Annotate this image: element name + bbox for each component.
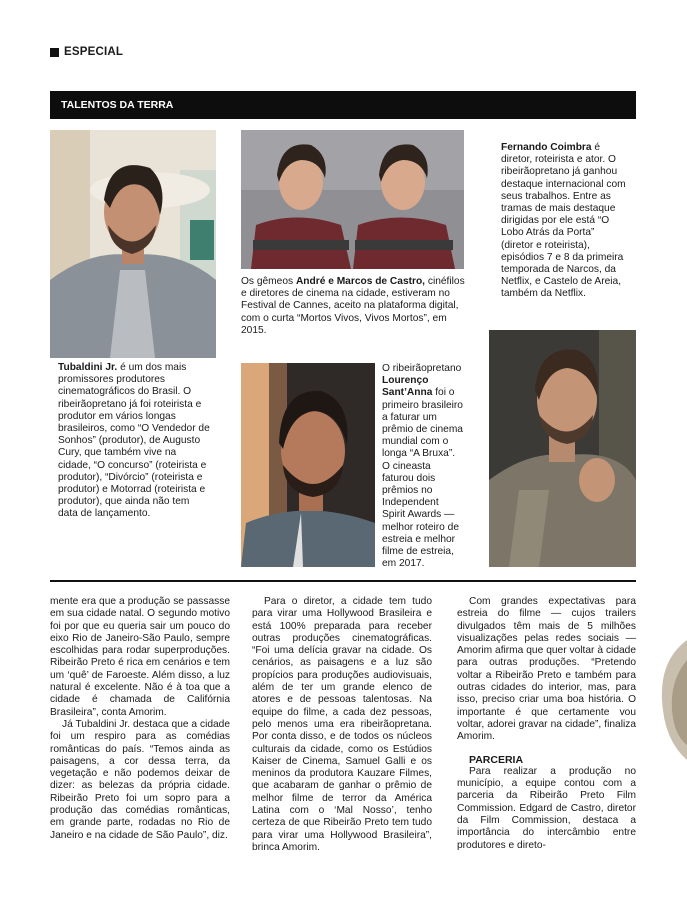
body-paragraph: mente era que a produção se passasse em sua cidade natal. O segundo motivo foi por que eu queria sair um pouco do eixo Rio de Janeiro-São Paulo, sempre escolhidas para rodar superproduções. Ribeirão Preto é rica em cenários e tem um ‘quê’ de Faroeste. Além disso, a luz natural é excelente. Não é à toa que a cidade é chamada de Califórnia Brasileira”, conta Amorim.: [50, 596, 230, 718]
caption-castro-pre: Os gêmeos: [241, 276, 296, 287]
caption-castro-name: André e Marcos de Castro,: [295, 276, 426, 287]
body-column-3: [457, 596, 636, 852]
caption-santanna-name: Lourenço Sant’Anna: [382, 375, 433, 399]
body-column-2: [252, 596, 432, 854]
body-paragraph: Já Tubaldini Jr. destaca que a cidade foi um respiro para as comédias românticas do país. “Temos ainda as paisagens, a cor dessa terra, da vegetação e não podemos deixar de dizer: as belezas da própria cidade. Ribeirão Preto foi um sopro para a produção das comédias românticas, em grande parte, rodadas no Rio de Janeiro e na cidade de São Paulo”, diz.: [50, 718, 230, 841]
caption-coimbra: [501, 142, 629, 301]
caption-castro-text: cinéfilos e diretores de cinema na cidade, estiveram no Festival de Cannes, aceito na plataforma digital, com o curta “Mortos Vivos, Vivos Mortos”, em 2015.: [241, 276, 465, 336]
section-tag: [50, 46, 123, 58]
caption-coimbra-text: é diretor, roteirista e ator. O ribeirãopretano já ganhou destaque internacional com seus trabalhos. Entre as tramas de mais destaque dirigidas por ele está “O Lobo Atrás da Porta” (diretor e roteirista), episódios 7 e 8 da primeira temporada de Narcos, da Netflix, e Castelo de Areia, também da Netflix.: [501, 142, 626, 300]
subheading-parceria: PARCERIA: [469, 753, 524, 766]
caption-santanna: [382, 363, 464, 570]
section-square-icon: [50, 48, 59, 57]
edge-photo-fragment: [650, 640, 687, 760]
feature-banner: TALENTOS DA TERRA: [50, 91, 636, 119]
caption-castro: [241, 276, 467, 337]
photo-tubaldini: [50, 130, 216, 358]
caption-tubaldini-text: é um dos mais promissores produtores cinematográficos do Brasil. O ribeirãopretano já foi roteirista e produtor em vários longas brasileiros, como “O Vendedor de Sonhos” (produtor), de Augusto Cury, que também vive na cidade, “O concurso” (roteirista e produtor), “Divórcio” (roteirista e produtor) e Motorrad (roteirista e produtor), que ainda não tem data de lançamento.: [58, 362, 210, 520]
body-column-1: [50, 596, 230, 842]
caption-coimbra-name: Fernando Coimbra: [501, 142, 592, 153]
caption-tubaldini-name: Tubaldini Jr.: [58, 362, 118, 373]
body-paragraph: Com grandes expectativas para estreia do filme — cujos trailers divulgados têm mais de 5 milhões visualizações pelas redes sociais — Amorim afirma que quer voltar à cidade para outras produções. “Pretendo voltar a Ribeirão Preto e também para outras cidades do interior, mas, para isso, preciso criar uma boa história. O importante é que certamente vou voltar, adorei gravar na cidade”, finaliza Amorim.: [457, 596, 636, 743]
caption-santanna-text: foi o primeiro brasileiro a faturar um prêmio de cinema mundial com o longa “A Bruxa”. O cineasta faturou dois prêmios no Independent Spirit Awards — melhor roteiro de estreia e melhor filme de estreia, em 2017.: [382, 387, 463, 570]
body-paragraph: Para o diretor, a cidade tem tudo para virar uma Hollywood Brasileira e está 100% preparada para receber outras produções cinematográficas. “Foi uma delícia gravar na cidade. Os cenários, as paisagens e a luz são propícios para produções audiovisuais, além de ter um grande elenco de atores e de pessoas talentosas. Na equipe do filme, a cada dez pessoas, pelo menos uma era ribeirãopretana. Por conta disso, e de todos os núcleos culturais da cidade, como os Estúdios Kaiser de Cinema, Samuel Galli e os meninos da produtora Kauzare Filmes, que acabaram de ganhar o prêmio de melhor filme de terror da América Latina com o ‘Mal Nosso’, tenho certeza de que Ribeirão Preto tem tudo para virar uma Hollywood Brasileira”, brinca Amorim.: [252, 596, 432, 853]
photo-coimbra: [489, 330, 636, 567]
section-label: ESPECIAL: [64, 46, 124, 58]
photo-santanna: [241, 363, 375, 567]
divider-rule: [50, 580, 636, 582]
caption-santanna-pre: O ribeirãopretano: [382, 363, 462, 374]
body-paragraph: Para realizar a produção no município, a equipe contou com a parceria da Ribeirão Preto Film Commission. Edgard de Castro, diretor da Film Commission, destaca a importância do intercâmbio entre produtores e direto-: [457, 765, 636, 851]
photo-castro-twins: [241, 130, 464, 269]
caption-tubaldini: [58, 362, 210, 521]
